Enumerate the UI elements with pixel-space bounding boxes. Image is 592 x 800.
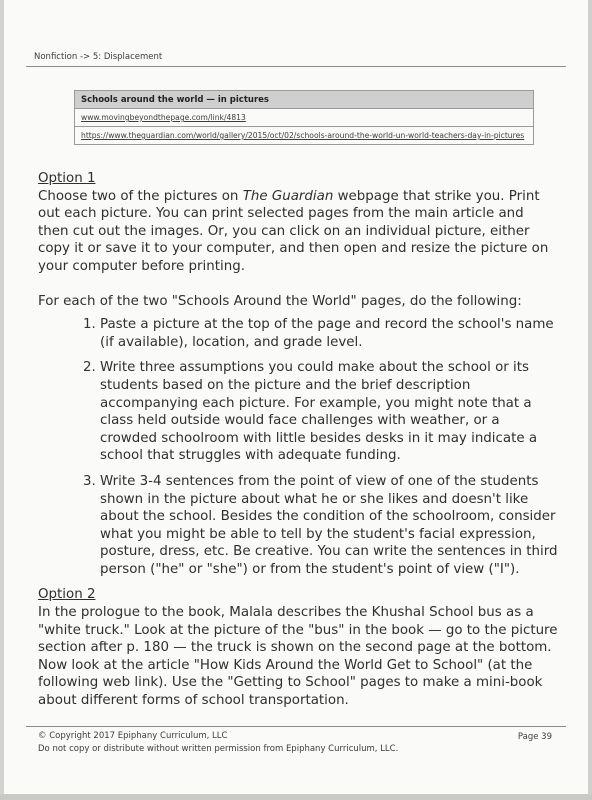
link-moving-beyond[interactable]: www.movingbeyondthepage.com/link/4813 [81,113,246,122]
option-1-text-a: Choose two of the pictures on [38,188,243,204]
page-number: Page 39 [517,732,552,742]
footer-divider [26,726,566,727]
option-1-heading: Option 1 [38,171,96,186]
option-1-instructions: For each of the two "Schools Around the World" pages, do the following: [38,293,522,309]
steps-list [38,316,558,578]
option-2-paragraph: In the prologue to the book, Malala describes the Khushal School bus as a "white truck." Look at the picture of the "bus" in the book — go to the picture section after p. 180 — the truck is shown on the second page at the bottom. Now look at the article "How Kids Around the World Get to School" (at the following web link). Use the "Getting to School" pages to make a mini-book about different forms of school transportation. [38,605,558,709]
option-1-text-b: webpage that strike you. Print out each picture. You can print selected pages from the main article and then cut out the images. Or, you can click on an individual picture, either copy it or save it to your computer, and then open and resize the picture on your computer before printing. [38,188,549,274]
links-table [74,90,534,145]
main-content [38,170,558,710]
publication-name: The Guardian [242,188,334,204]
step-item: 3. Write 3-4 sentences from the point of view of one of the students shown in the picture about what he or she likes and doesn't like about the school. Besides the condition of the schoolroom, consider what you might be able to tell by the student's facial expression, posture, dress, etc. Be creative. You can write the sentences in third person ("he" or "she") or from the student's point of view ("I"). [100,473,558,579]
document-page [4,0,588,800]
copy-notice: Do not copy or distribute without written permission from Epiphany Curriculum, LLC. [38,744,399,754]
link-guardian[interactable]: https://www.theguardian.com/world/gallery/2015/oct/02/schools-around-the-world-un-world-teachers-day-in-pictures [81,131,525,140]
step-item: 1. Paste a picture at the top of the page and record the school's name (if available), location, and grade level. [100,316,558,351]
header-divider [26,66,566,67]
copyright-text: © Copyright 2017 Epiphany Curriculum, LLC [38,731,228,741]
page-header-breadcrumb: Nonfiction -> 5: Displacement [34,52,163,62]
step-item: 2. Write three assumptions you could make about the school or its students based on the picture and the brief description accompanying each picture. For example, you might note that a class held outside would face challenges with weather, or a crowded schoolroom with little besides desks in it may indicate a school that struggles with adequate funding. [100,359,558,465]
option-2-heading: Option 2 [38,587,96,603]
option-1-paragraph [38,188,558,276]
page-edge-right [588,0,592,800]
links-table-title: Schools around the world — in pictures [75,91,534,109]
page-edge-bottom [0,794,592,800]
